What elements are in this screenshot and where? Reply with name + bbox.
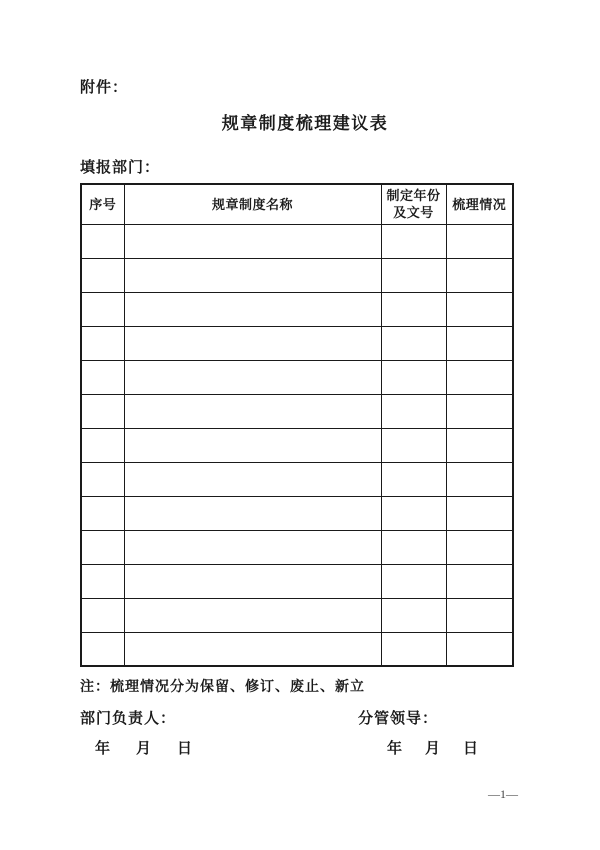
- table-row: [81, 428, 513, 462]
- day-label: 日: [177, 740, 193, 757]
- table-row: [81, 632, 513, 666]
- empty-cell: [446, 326, 513, 360]
- empty-cell: [446, 360, 513, 394]
- empty-cell: [81, 326, 124, 360]
- empty-cell: [381, 462, 446, 496]
- date-line-left: [95, 737, 192, 758]
- table-row: [81, 326, 513, 360]
- empty-cell: [124, 360, 381, 394]
- regulations-table: [80, 183, 514, 667]
- empty-cell: [381, 292, 446, 326]
- leader-in-charge-label: 分管领导：: [358, 710, 439, 727]
- attachment-label: 附件：: [80, 79, 129, 96]
- empty-cell: [446, 258, 513, 292]
- empty-cell: [81, 360, 124, 394]
- empty-cell: [446, 598, 513, 632]
- empty-cell: [124, 598, 381, 632]
- empty-cell: [124, 632, 381, 666]
- empty-cell: [446, 462, 513, 496]
- empty-cell: [81, 632, 124, 666]
- empty-cell: [446, 496, 513, 530]
- empty-cell: [381, 564, 446, 598]
- empty-cell: [124, 564, 381, 598]
- empty-cell: [81, 496, 124, 530]
- page-title: 规章制度梳理建议表: [221, 114, 389, 133]
- table-row: [81, 530, 513, 564]
- table-row: [81, 224, 513, 258]
- empty-cell: [446, 428, 513, 462]
- header-review-status: 梳理情况: [446, 184, 513, 224]
- empty-cell: [381, 360, 446, 394]
- month-label: 月: [136, 740, 152, 757]
- note-text: 注：梳理情况分为保留、修订、废止、新立: [80, 678, 365, 694]
- table-row: [81, 292, 513, 326]
- empty-cell: [124, 224, 381, 258]
- empty-cell: [446, 394, 513, 428]
- day-label: 日: [463, 740, 479, 757]
- page-number: —1—: [488, 787, 518, 801]
- table-row: [81, 496, 513, 530]
- empty-cell: [381, 632, 446, 666]
- table-row: [81, 462, 513, 496]
- empty-cell: [124, 462, 381, 496]
- empty-cell: [124, 530, 381, 564]
- department-label: 填报部门：: [80, 159, 161, 176]
- empty-cell: [124, 258, 381, 292]
- month-label: 月: [425, 740, 441, 757]
- empty-cell: [381, 496, 446, 530]
- empty-cell: [381, 598, 446, 632]
- empty-cell: [381, 326, 446, 360]
- empty-cell: [446, 632, 513, 666]
- year-label: 年: [387, 740, 403, 757]
- table-row: [81, 598, 513, 632]
- empty-cell: [81, 564, 124, 598]
- empty-cell: [381, 394, 446, 428]
- empty-cell: [81, 292, 124, 326]
- empty-cell: [381, 530, 446, 564]
- empty-cell: [446, 292, 513, 326]
- empty-cell: [81, 394, 124, 428]
- empty-cell: [124, 292, 381, 326]
- table-row: [81, 564, 513, 598]
- empty-cell: [81, 598, 124, 632]
- empty-cell: [446, 564, 513, 598]
- empty-cell: [81, 530, 124, 564]
- table-row: [81, 394, 513, 428]
- header-serial-number: 序号: [81, 184, 124, 224]
- empty-cell: [124, 496, 381, 530]
- date-line-right: [387, 737, 478, 758]
- empty-cell: [81, 224, 124, 258]
- empty-cell: [381, 224, 446, 258]
- table-header-row: [81, 184, 513, 224]
- empty-cell: [124, 428, 381, 462]
- header-year-doc-number: 制定年份及文号: [381, 184, 446, 224]
- empty-cell: [446, 530, 513, 564]
- table-row: [81, 360, 513, 394]
- empty-cell: [81, 428, 124, 462]
- year-label: 年: [95, 740, 111, 757]
- empty-cell: [81, 462, 124, 496]
- empty-cell: [381, 258, 446, 292]
- header-regulation-name: 规章制度名称: [124, 184, 381, 224]
- department-head-label: 部门负责人：: [80, 710, 177, 727]
- table-row: [81, 258, 513, 292]
- empty-cell: [124, 394, 381, 428]
- empty-cell: [124, 326, 381, 360]
- empty-cell: [381, 428, 446, 462]
- empty-cell: [446, 224, 513, 258]
- empty-cell: [81, 258, 124, 292]
